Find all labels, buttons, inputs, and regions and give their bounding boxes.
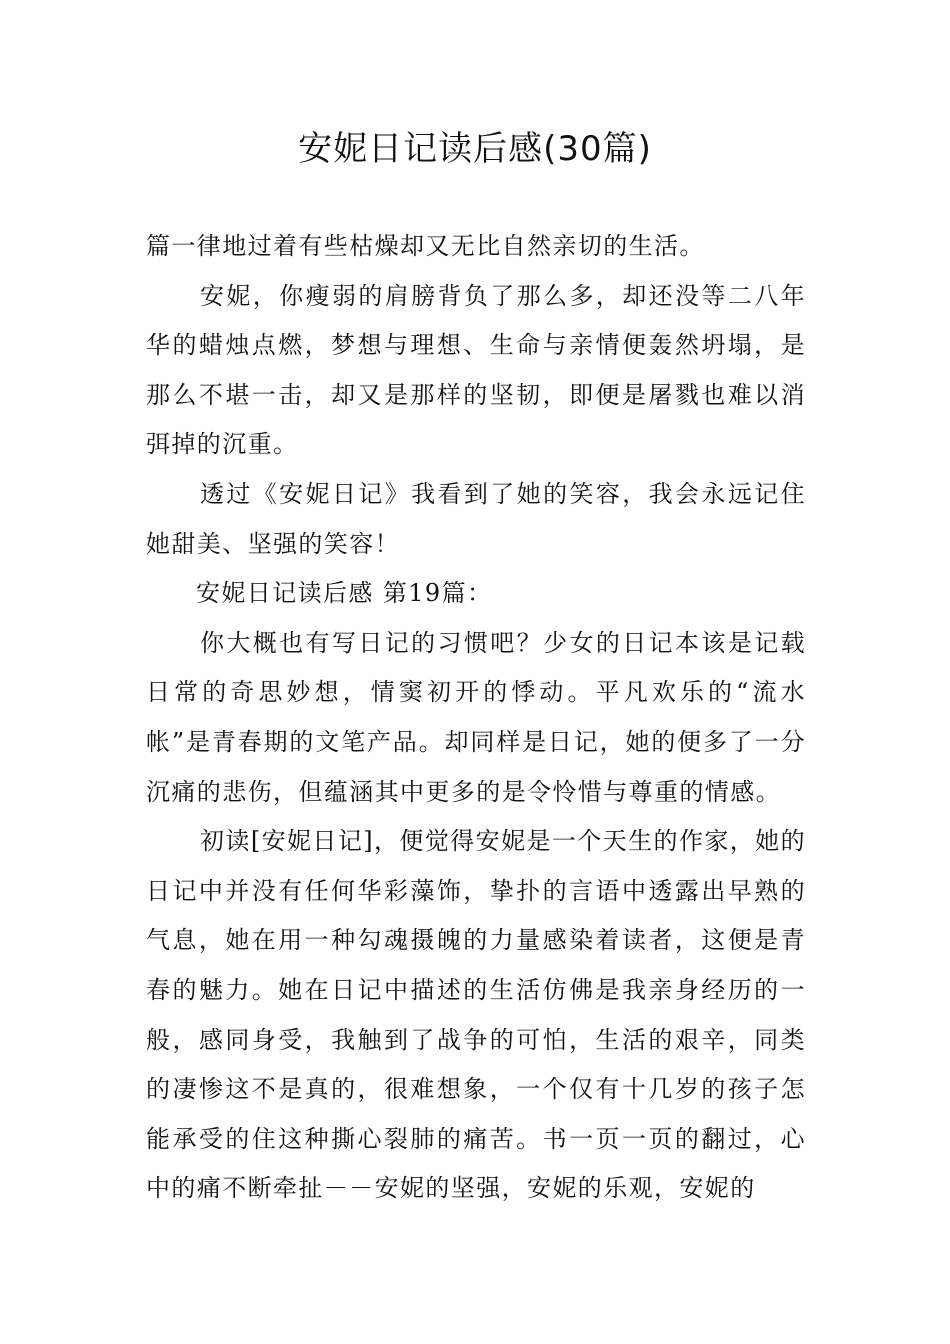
paragraph-anne-smile: 透过《安妮日记》我看到了她的笑容，我会永远记住她甜美、坚强的笑容！ [146,479,806,558]
section-heading-19: 安妮日记读后感 第19篇： [196,579,493,608]
paragraph-anne-shoulders: 安妮，你瘦弱的肩膀背负了那么多，却还没等二八年华的蜡烛点燃，梦想与理想、生命与亲情便轰然坍塌，是那么不堪一击，却又是那样的坚韧，即便是屠戮也难以消弭掉的沉重。 [146,281,806,459]
document-title: 安妮日记读后感(30篇) [298,129,652,169]
document-body [146,222,806,1214]
paragraph-continuation: 篇一律地过着有些枯燥却又无比自然亲切的生活。 [146,232,705,260]
paragraph-first-reading: 初读[安妮日记]，便觉得安妮是一个天生的作家，她的日记中并没有任何华彩藻饰，挚扑的言语中透露出早熟的气息，她在用一种勾魂摄魄的力量感染着读者，这便是青春的魅力。她在日记中描述的生活仿佛是我亲身经历的一般，感同身受，我触到了战争的可怕，生活的艰辛，同类的凄惨这不是真的，很难想象，一个仅有十几岁的孩子怎能承受的住这种撕心裂肺的痛苦。书一页一页的翻过，心中的痛不断牵扯－－安妮的坚强，安妮的乐观，安妮的 [146,827,806,1203]
paragraph-diary-habit: 你大概也有写日记的习惯吧？少女的日记本该是记载日常的奇思妙想，情窦初开的悸动。平凡欢乐的“流水帐”是青春期的文笔产品。却同样是日记，她的便多了一分沉痛的悲伤，但蕴涵其中更多的是令怜惜与尊重的情感。 [146,628,806,806]
